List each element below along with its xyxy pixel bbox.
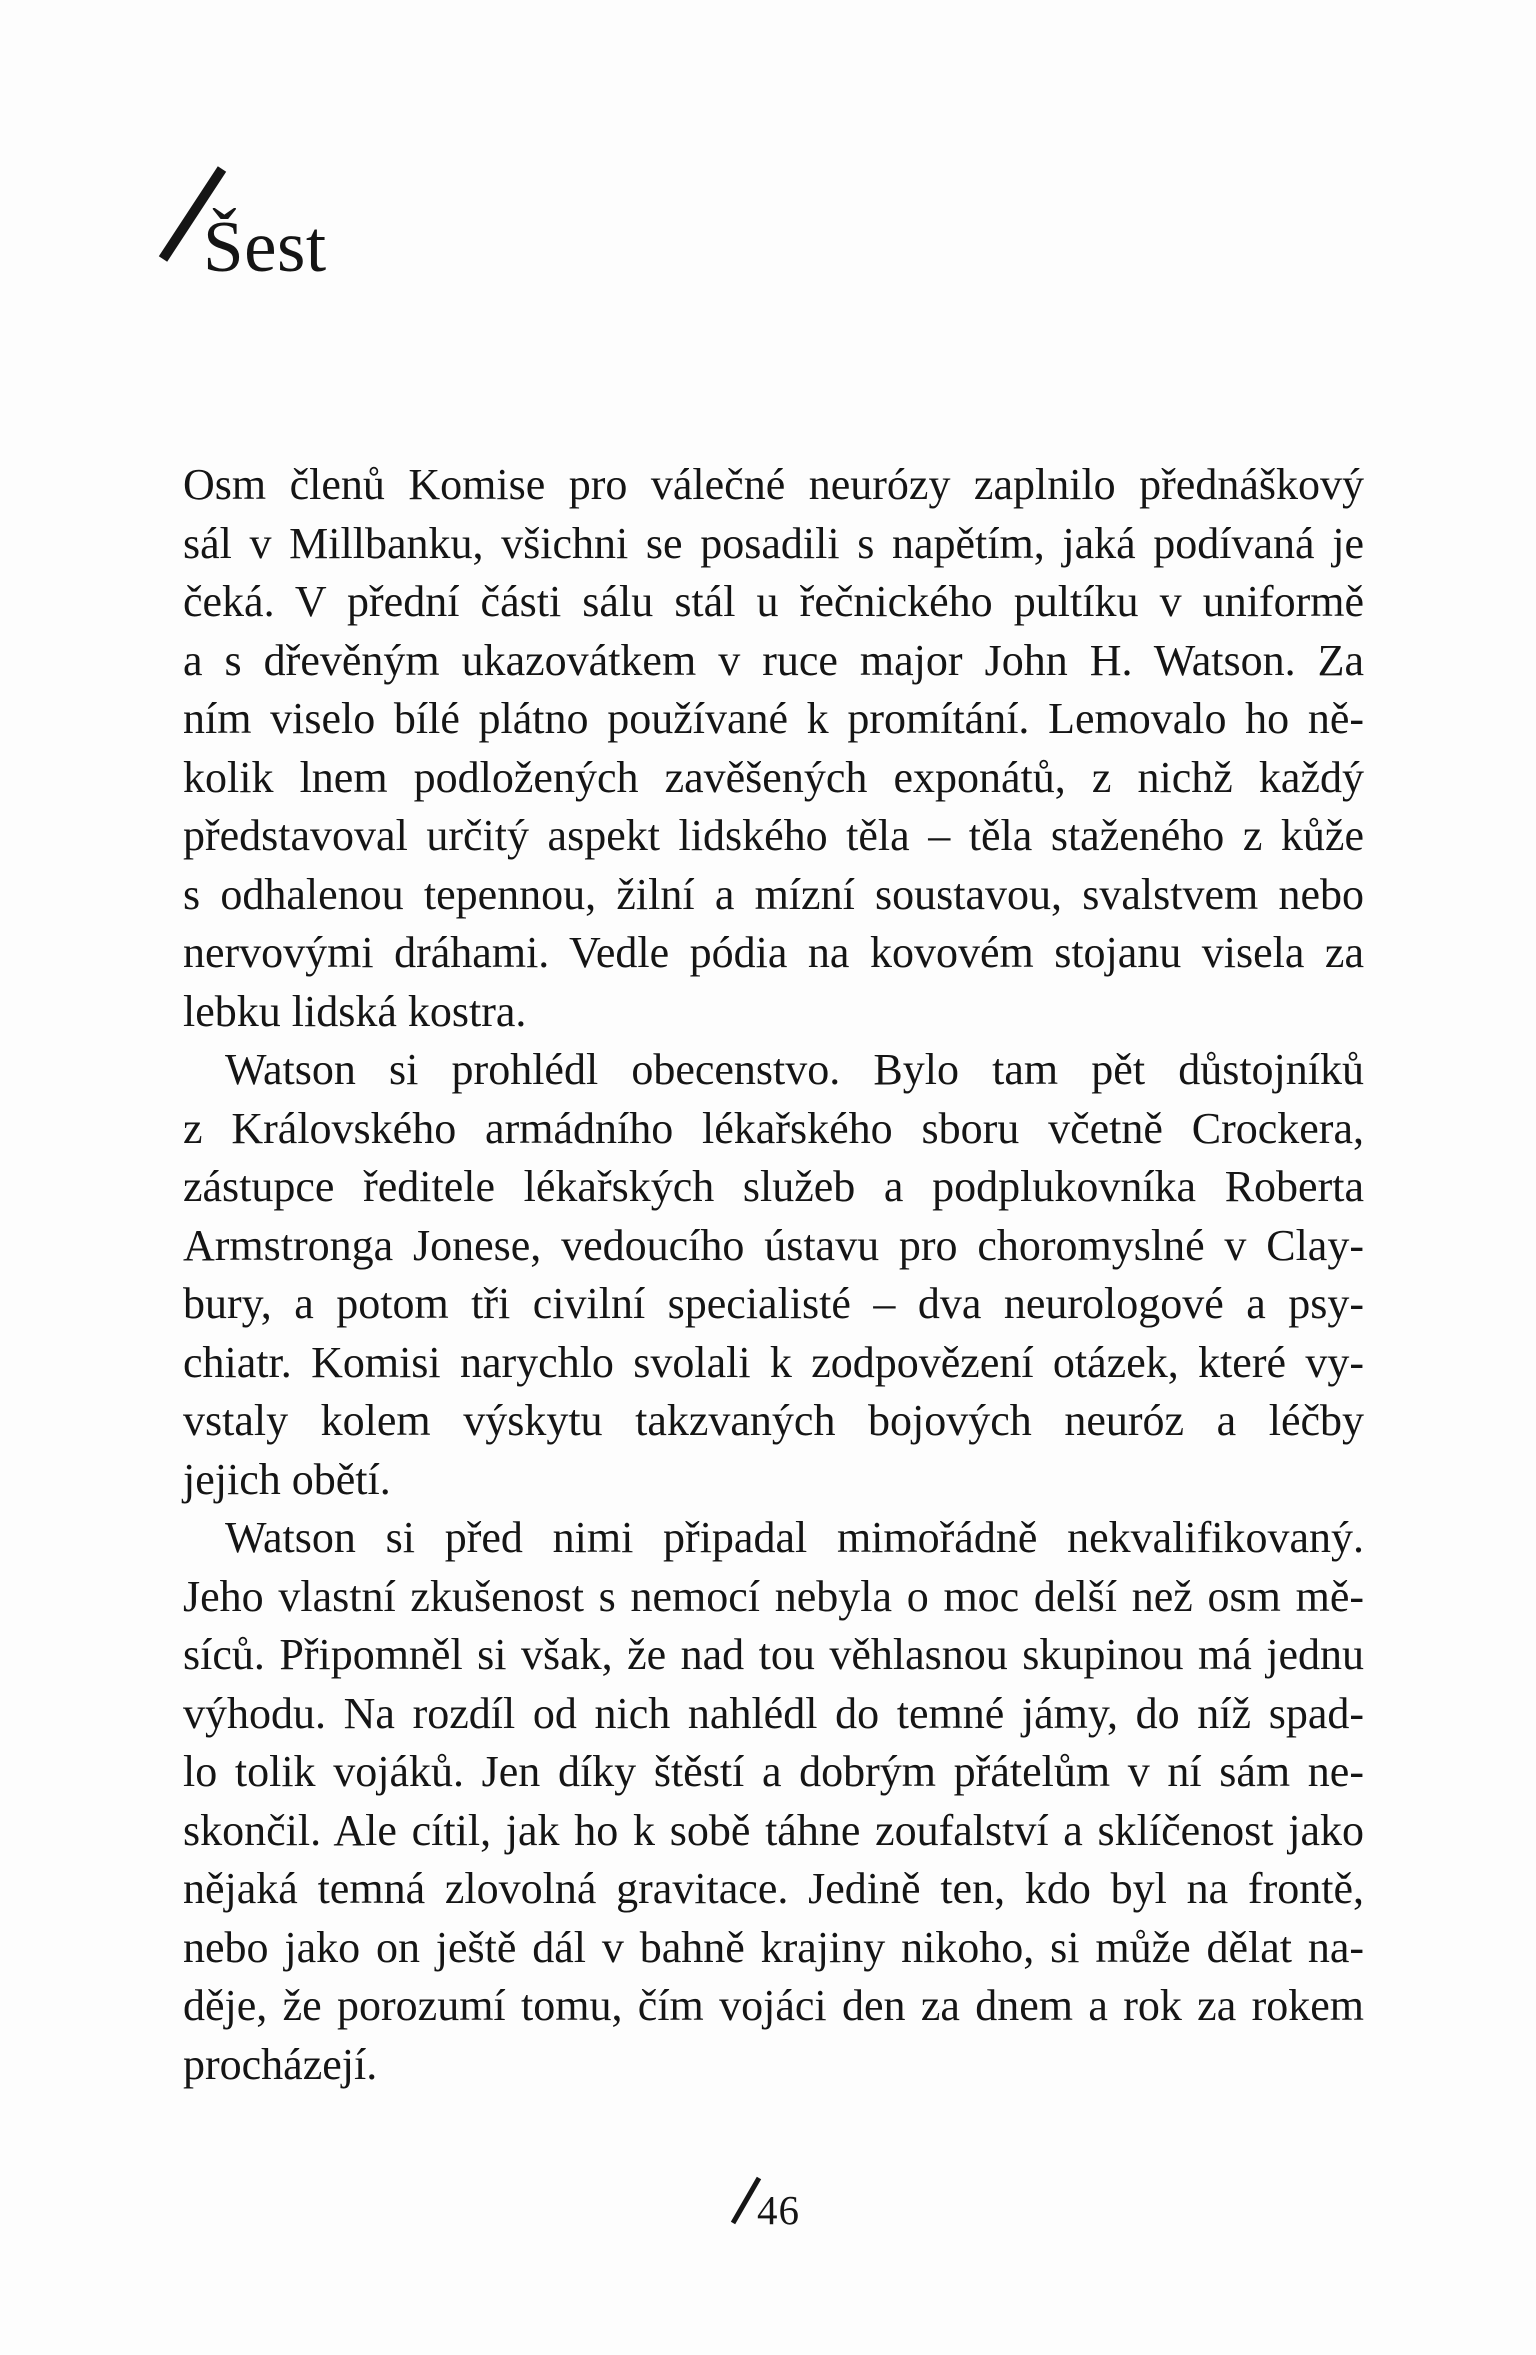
text-line: Jeho vlastní zkušenost s nemocí nebyla o moc delší než osm mě- (183, 1571, 1364, 1621)
text-line: procházejí. (183, 2039, 378, 2089)
text-line: s odhalenou tepennou, žilní a mízní soustavou, svalstvem nebo (183, 869, 1364, 919)
text-line: lebku lidská kostra. (183, 986, 527, 1036)
text-line: skončil. Ale cítil, jak ho k sobě táhne zoufalství a sklíčenost jako (183, 1805, 1364, 1855)
text-line: vstaly kolem výskytu takzvaných bojových neuróz a léčby (183, 1396, 1364, 1445)
text-line: bury, a potom tři civilní specialisté – dva neurologové a psy- (183, 1279, 1364, 1328)
chapter-title: Šest (203, 206, 327, 287)
text-line: Watson si prohlédl obecenstvo. Bylo tam pět důstojníků (225, 1045, 1364, 1094)
text-line: představoval určitý aspekt lidského těla – těla staženého z kůže (183, 811, 1364, 860)
text-line: jejich obětí. (183, 1454, 391, 1504)
text-line: nebo jako on ještě dál v bahně krajiny nikoho, si může dělat na- (183, 1922, 1364, 1972)
text-line: děje, že porozumí tomu, čím vojáci den za dnem a rok za rokem (183, 1981, 1364, 2030)
body-text (183, 456, 1364, 2094)
text-line: ním viselo bílé plátno používané k promítání. Lemovalo ho ně- (183, 694, 1364, 743)
text-line: nějaká temná zlovolná gravitace. Jedině ten, kdo byl na frontě, (183, 1864, 1364, 1913)
text-line: zástupce ředitele lékařských služeb a podplukovníka Roberta (183, 1162, 1364, 1211)
text-line: výhodu. Na rozdíl od nich nahlédl do temné jámy, do níž spad- (183, 1688, 1364, 1738)
text-line: kolik lnem podložených zavěšených exponátů, z nichž každý (183, 752, 1364, 802)
text-line: z Královského armádního lékařského sboru včetně Crockera, (183, 1103, 1364, 1153)
text-line: Watson si před nimi připadal mimořádně nekvalifikovaný. (225, 1513, 1364, 1562)
text-line: nervovými dráhami. Vedle pódia na kovovém stojanu visela za (183, 928, 1364, 977)
text-line: lo tolik vojáků. Jen díky štěstí a dobrým přátelům v ní sám ne- (183, 1747, 1364, 1796)
text-line: Osm členů Komise pro válečné neurózy zaplnilo přednáškový (183, 460, 1364, 509)
text-line: Armstronga Jonese, vedoucího ústavu pro choromyslné v Clay- (183, 1220, 1364, 1270)
text-line: chiatr. Komisi narychlo svolali k zodpovězení otázek, které vy- (183, 1337, 1364, 1387)
text-line: čeká. V přední části sálu stál u řečnického pultíku v uniformě (183, 577, 1364, 626)
text-line: síců. Připomněl si však, že nad tou věhlasnou skupinou má jednu (183, 1630, 1364, 1679)
page-footer (726, 2170, 846, 2240)
text-line: sál v Millbanku, všichni se posadili s napětím, jaká podívaná je (183, 518, 1364, 568)
text-line: a s dřevěným ukazovátkem v ruce major John H. Watson. Za (183, 635, 1364, 685)
page-number: 46 (757, 2187, 800, 2233)
